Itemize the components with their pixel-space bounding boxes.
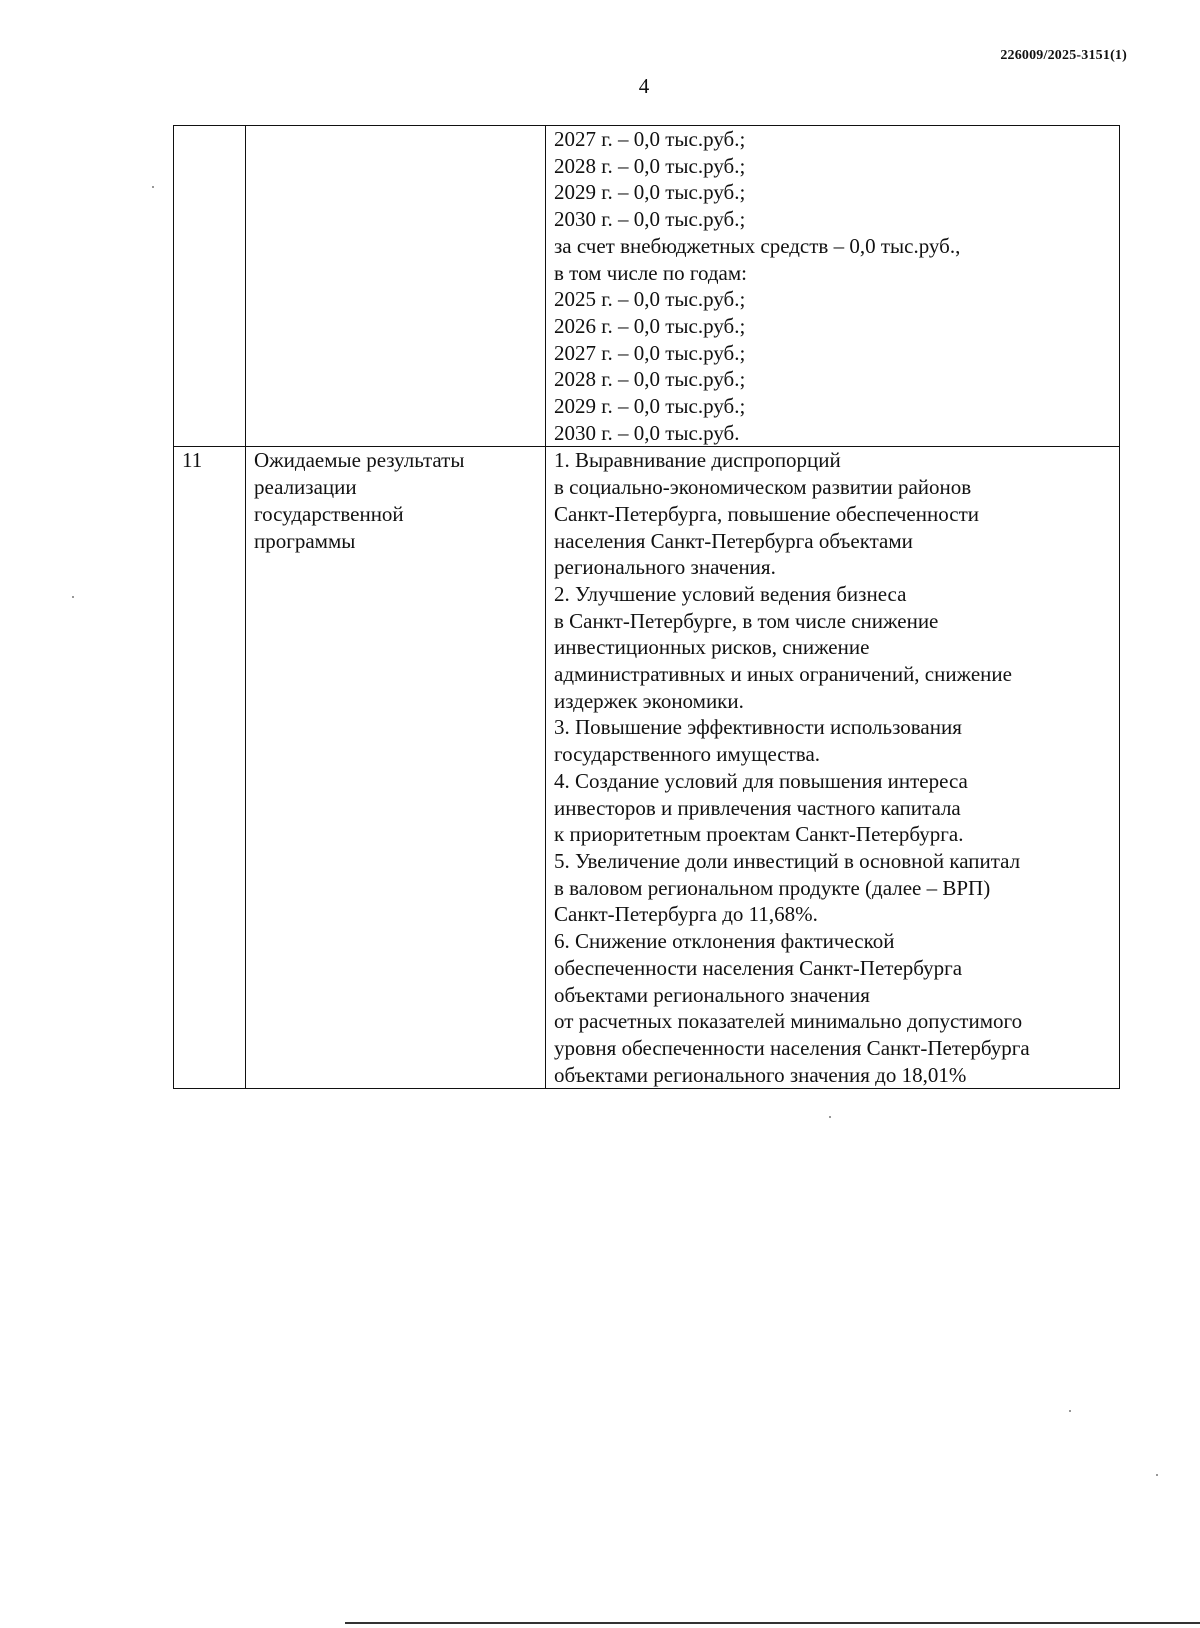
scan-speck (1156, 1474, 1158, 1476)
funding-line: 2027 г. – 0,0 тыс.руб.; (554, 340, 746, 365)
result-line: государственного имущества. (554, 742, 821, 767)
result-line: объектами регионального значения до 18,01% (554, 1062, 967, 1087)
funding-line: 2030 г. – 0,0 тыс.руб. (554, 420, 740, 445)
funding-line: за счет внебюджетных средств – 0,0 тыс.руб., (554, 233, 961, 258)
bottom-edge-line (345, 1622, 1200, 1624)
result-line: административных и иных ограничений, снижение (554, 662, 1012, 687)
result-line: в социально-экономическом развитии районов (554, 475, 972, 500)
table-row-funding-continuation (174, 126, 1120, 447)
row-content-cell (546, 447, 1120, 1089)
row-label-line: государственной (254, 501, 404, 526)
result-line: 1. Выравнивание диспропорций (554, 448, 841, 473)
document-id: 226009/2025-3151(1) (1000, 48, 1127, 63)
result-line: в валовом региональном продукте (далее – ВРП) (554, 875, 991, 900)
page-number: 4 (638, 74, 650, 98)
funding-line: 2028 г. – 0,0 тыс.руб.; (554, 367, 746, 392)
scan-speck (829, 1116, 831, 1118)
result-line: Санкт-Петербурга до 11,68%. (554, 902, 818, 927)
row-label-line: Ожидаемые результаты (254, 448, 465, 473)
funding-line: 2028 г. – 0,0 тыс.руб.; (554, 153, 746, 178)
program-passport-table (173, 125, 1120, 1089)
scan-speck (152, 186, 154, 188)
result-line: инвестиционных рисков, снижение (554, 635, 870, 660)
funding-line: в том числе по годам: (554, 260, 747, 285)
result-line: инвесторов и привлечения частного капитала (554, 795, 961, 820)
funding-line: 2027 г. – 0,0 тыс.руб.; (554, 127, 746, 151)
result-line: объектами регионального значения (554, 982, 870, 1007)
result-line: 4. Создание условий для повышения интереса (554, 768, 968, 793)
scan-speck (1069, 1410, 1071, 1412)
result-line: Санкт-Петербурга, повышение обеспеченности (554, 501, 979, 526)
row-number-cell: 11 (174, 447, 246, 1089)
result-line: регионального значения. (554, 555, 776, 580)
row-label-line: реализации (254, 475, 357, 500)
result-line: уровня обеспеченности населения Санкт-Петербурга (554, 1035, 1030, 1060)
result-line: обеспеченности населения Санкт-Петербурга (554, 955, 963, 980)
result-line: 6. Снижение отклонения фактической (554, 929, 895, 954)
result-line: 5. Увеличение доли инвестиций в основной капитал (554, 848, 1021, 873)
result-line: 2. Улучшение условий ведения бизнеса (554, 581, 907, 606)
scan-speck (72, 596, 74, 598)
result-line: населения Санкт-Петербурга объектами (554, 528, 913, 553)
funding-line: 2029 г. – 0,0 тыс.руб.; (554, 394, 746, 419)
table-row-expected-results (174, 447, 1120, 1089)
row-content-cell (546, 126, 1120, 447)
result-line: издержек экономики. (554, 688, 744, 713)
result-line: 3. Повышение эффективности использования (554, 715, 962, 740)
result-line: от расчетных показателей минимально допустимого (554, 1009, 1023, 1034)
row-number-cell (174, 126, 246, 447)
funding-line: 2029 г. – 0,0 тыс.руб.; (554, 180, 746, 205)
result-line: в Санкт-Петербурге, в том числе снижение (554, 608, 939, 633)
funding-line: 2026 г. – 0,0 тыс.руб.; (554, 313, 746, 338)
row-label-cell (246, 447, 546, 1089)
row-label-cell (246, 126, 546, 447)
row-label-line: программы (254, 528, 356, 553)
funding-line: 2030 г. – 0,0 тыс.руб.; (554, 207, 746, 232)
funding-line: 2025 г. – 0,0 тыс.руб.; (554, 287, 746, 312)
result-line: к приоритетным проектам Санкт-Петербурга. (554, 822, 964, 847)
